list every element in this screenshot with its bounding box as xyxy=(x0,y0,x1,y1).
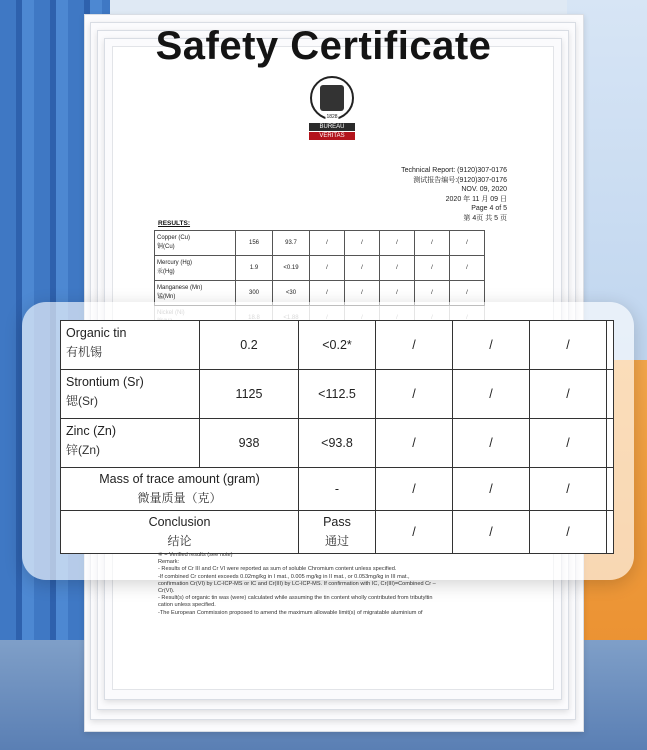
table-cell: / xyxy=(530,321,607,370)
results-label: RESULTS: xyxy=(158,220,191,227)
table-cell: / xyxy=(530,419,607,468)
bureau-veritas-logo xyxy=(304,76,360,140)
table-row-conclusion xyxy=(61,511,614,554)
table-row xyxy=(61,370,614,419)
table-cell: / xyxy=(376,511,453,554)
table-cell: / xyxy=(450,256,485,281)
table-cell xyxy=(607,419,614,468)
table-cell: <0.19 xyxy=(273,256,310,281)
table-cell: / xyxy=(376,468,453,511)
remark-line: - Results of Cr III and Cr VI were reported as sum of soluble Chromium content unless specified. xyxy=(158,566,397,573)
element-name: Copper (Cu) xyxy=(157,235,191,241)
table-row xyxy=(155,231,485,256)
remark-heading: Remark: xyxy=(158,559,180,566)
table-cell: / xyxy=(415,281,450,306)
logo-bureau: BUREAU xyxy=(309,123,355,131)
element-name-cn: 锶(Sr) xyxy=(66,394,98,408)
table-cell: <93.8 xyxy=(299,419,376,468)
remark-line: -The European Commission proposed to amend the maximum allowable limit(s) of migratable aluminium of xyxy=(158,609,423,616)
table-cell: / xyxy=(380,256,415,281)
table-cell: / xyxy=(345,231,380,256)
table-cell: 1.9 xyxy=(236,256,273,281)
remark-line: Cr(VI). xyxy=(158,588,175,595)
element-name: Zinc (Zn) xyxy=(66,424,116,438)
table-cell: 0.2 xyxy=(200,321,299,370)
table-cell: / xyxy=(530,511,607,554)
table-cell: / xyxy=(453,468,530,511)
logo-veritas: VERITAS xyxy=(309,132,355,140)
mass-label: Mass of trace amount (gram) xyxy=(99,472,260,486)
table-cell: / xyxy=(310,256,345,281)
element-name-cn: 汞(Hg) xyxy=(157,269,175,275)
report-number: Technical Report: (9120)307-0176 xyxy=(401,167,507,174)
table-cell: / xyxy=(380,281,415,306)
table-row-mass xyxy=(61,468,614,511)
table-cell: 300 xyxy=(236,281,273,306)
table-cell: / xyxy=(380,231,415,256)
table-cell: / xyxy=(450,231,485,256)
element-name: Strontium (Sr) xyxy=(66,375,144,389)
results-table-magnified xyxy=(60,320,614,554)
report-page: Page 4 of 5 xyxy=(471,205,507,212)
mass-label-cn: 微量质量（克） xyxy=(137,491,222,505)
table-cell: / xyxy=(415,231,450,256)
table-cell: / xyxy=(310,281,345,306)
table-cell: / xyxy=(376,370,453,419)
element-name: Manganese (Mn) xyxy=(157,285,203,291)
element-name-cn: 铜(Cu) xyxy=(157,244,175,250)
table-cell: <112.5 xyxy=(299,370,376,419)
table-cell: / xyxy=(453,370,530,419)
element-name-cn: 锌(Zn) xyxy=(66,443,100,457)
table-cell: 938 xyxy=(200,419,299,468)
logo-seal-emblem xyxy=(320,85,344,111)
verified-note: ※ = Verified results (see note) xyxy=(158,552,233,558)
table-cell: 93.7 xyxy=(273,231,310,256)
table-row xyxy=(61,321,614,370)
table-cell: - xyxy=(299,468,376,511)
table-cell: / xyxy=(530,468,607,511)
table-cell xyxy=(607,321,614,370)
element-name: Mercury (Hg) xyxy=(157,260,193,266)
table-cell: / xyxy=(450,281,485,306)
conclusion-value-cn: 通过 xyxy=(324,534,349,548)
element-name-cn: 锰(Mn) xyxy=(157,294,176,300)
logo-year: 1828 xyxy=(326,114,338,120)
table-cell: 1125 xyxy=(200,370,299,419)
report-page-cn: 第 4页 共 5 页 xyxy=(463,214,507,222)
table-cell: / xyxy=(376,321,453,370)
table-cell xyxy=(607,370,614,419)
element-name-cn: 有机锡 xyxy=(66,345,103,359)
table-cell: / xyxy=(345,281,380,306)
table-cell: / xyxy=(453,511,530,554)
table-cell: / xyxy=(415,256,450,281)
table-cell: / xyxy=(310,231,345,256)
report-number-cn: 测试报告编号:(9120)307-0176 xyxy=(413,176,507,184)
table-cell xyxy=(607,468,614,511)
report-header xyxy=(401,166,507,223)
table-cell: 156 xyxy=(236,231,273,256)
table-cell xyxy=(607,511,614,554)
conclusion-label-cn: 结论 xyxy=(167,534,192,548)
page-title: Safety Certificate xyxy=(155,24,492,68)
remark-line: -If combined Cr content exceeds 0.02mg/kg in I mat., 0.005 mg/kg in II mat., or 0.053mg/kg in III mat., xyxy=(158,573,410,580)
table-cell: / xyxy=(453,419,530,468)
table-cell: / xyxy=(345,256,380,281)
element-name: Organic tin xyxy=(66,326,127,340)
table-cell: / xyxy=(530,370,607,419)
table-cell: <0.2* xyxy=(299,321,376,370)
remark-line: cation unless specified. xyxy=(158,602,216,609)
table-cell: / xyxy=(453,321,530,370)
table-cell: <30 xyxy=(273,281,310,306)
table-row xyxy=(155,256,485,281)
report-date: NOV. 09, 2020 xyxy=(461,186,507,193)
remark-line: confirmation Cr(VI) by LC-ICP-MS or IC and Cr(III) by LC-ICP-MS. If confirmation with IC, Cr(III)=Combined Cr – xyxy=(158,580,436,587)
logo-seal-icon xyxy=(310,76,354,120)
remark-line: - Result(s) of organic tin was (were) calculated while assuming the tin content wholly contributed from tributyltin xyxy=(158,595,433,602)
report-date-cn: 2020 年 11 月 09 日 xyxy=(445,195,507,203)
conclusion-label: Conclusion xyxy=(148,515,211,529)
remarks-block xyxy=(158,552,498,617)
table-cell: / xyxy=(376,419,453,468)
conclusion-value: Pass xyxy=(323,515,351,529)
table-row xyxy=(61,419,614,468)
